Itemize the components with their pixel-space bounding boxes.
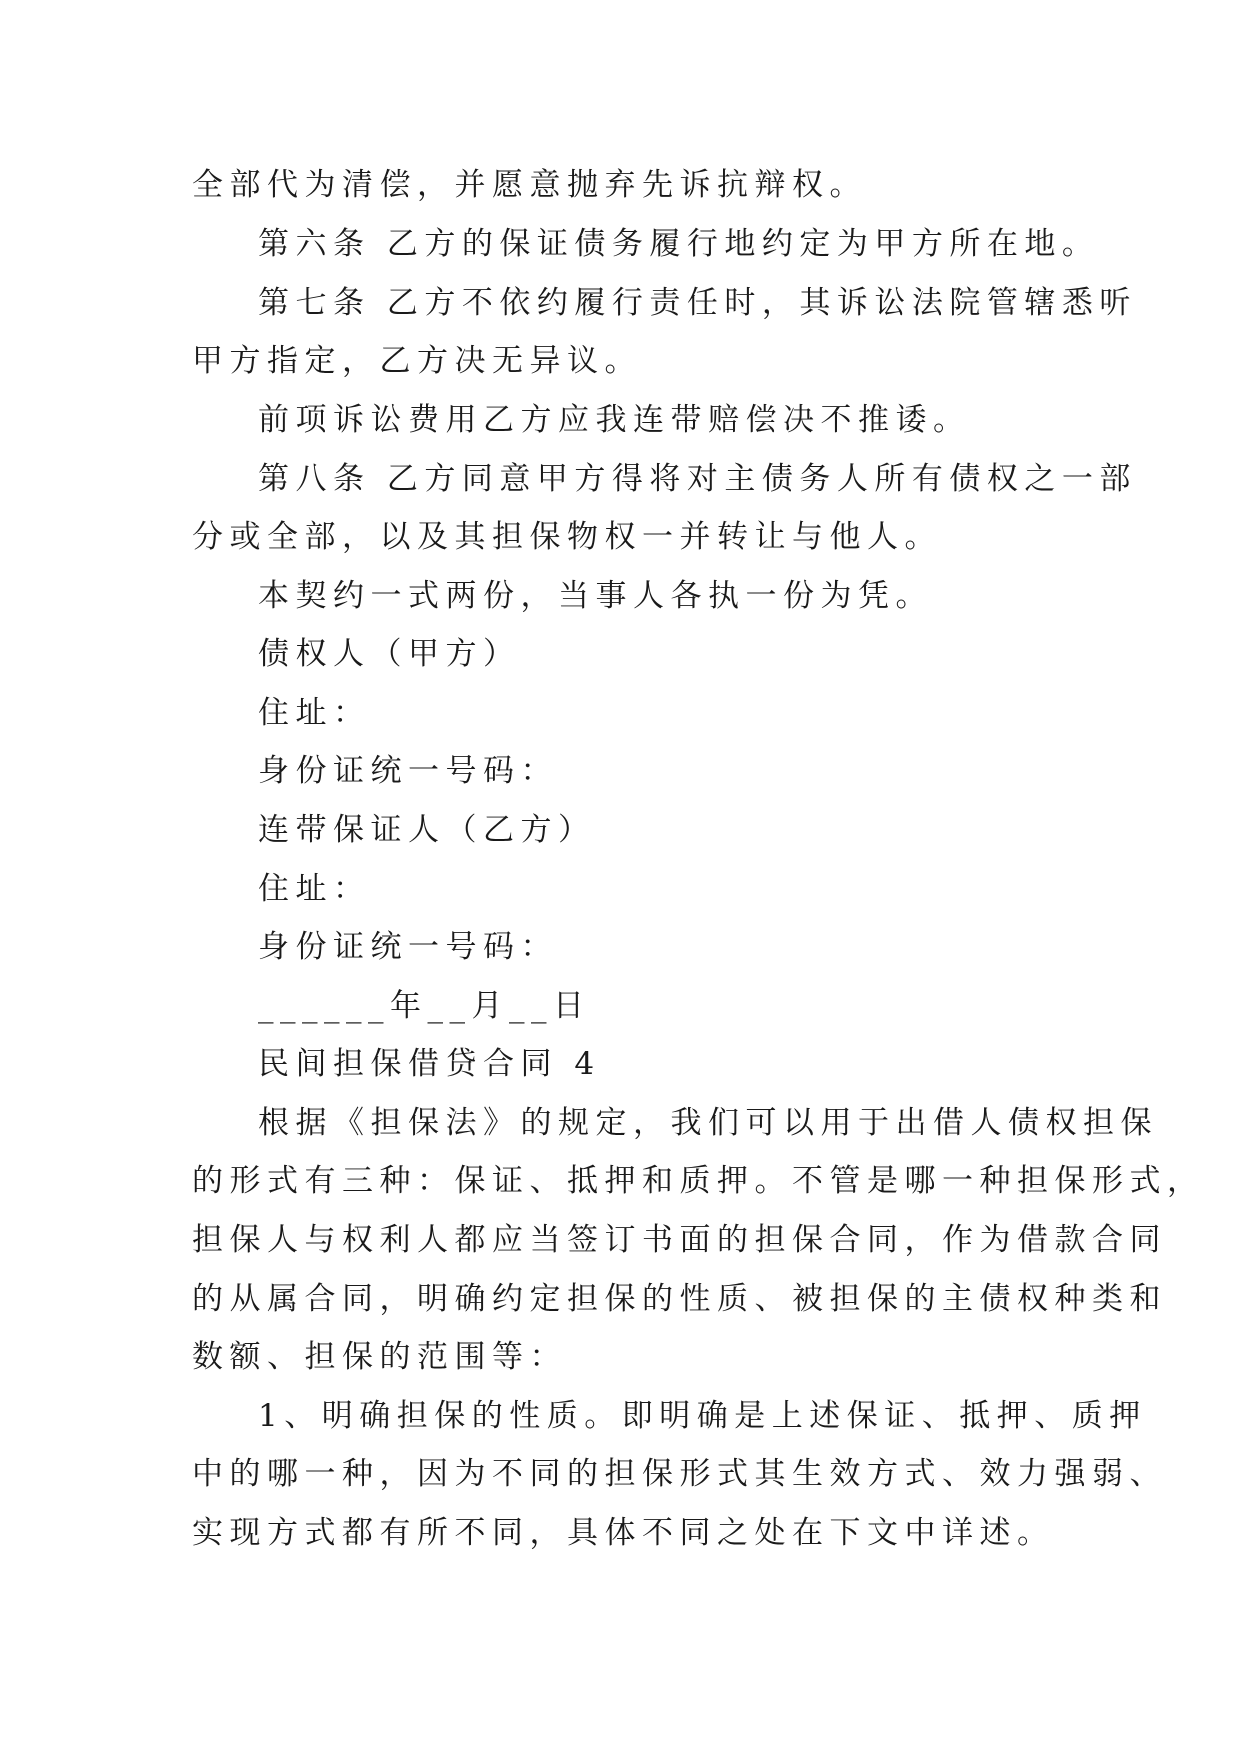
paragraph-line: 数额、担保的范围等： xyxy=(192,1339,567,1375)
article-6: 第六条 乙方的保证债务履行地约定为甲方所在地。 xyxy=(258,226,1100,262)
address-label: 住址： xyxy=(258,871,371,907)
paragraph-line: 担保人与权利人都应当签订书面的担保合同，作为借款合同 xyxy=(192,1222,1167,1258)
id-number-label: 身份证统一号码： xyxy=(258,929,558,965)
paragraph-line: 本契约一式两份，当事人各执一份为凭。 xyxy=(258,578,933,614)
article-8: 第八条 乙方同意甲方得将对主债务人所有债权之一部 xyxy=(258,461,1137,497)
paragraph-line: 的从属合同，明确约定担保的性质、被担保的主债权种类和 xyxy=(192,1281,1167,1317)
address-label: 住址： xyxy=(258,695,371,731)
paragraph-line: 的形式有三种：保证、抵押和质押。不管是哪一种担保形式， xyxy=(192,1163,1205,1199)
section-heading: 民间担保借贷合同 4 xyxy=(258,1046,601,1082)
id-number-label: 身份证统一号码： xyxy=(258,753,558,789)
paragraph-line: 分或全部，以及其担保物权一并转让与他人。 xyxy=(192,519,942,555)
paragraph-line: 实现方式都有所不同，具体不同之处在下文中详述。 xyxy=(192,1515,1055,1551)
paragraph-line: 中的哪一种，因为不同的担保形式其生效方式、效力强弱、 xyxy=(192,1456,1167,1492)
guarantor-label: 连带保证人（乙方） xyxy=(258,812,596,848)
paragraph-line: 甲方指定，乙方决无异议。 xyxy=(192,343,642,379)
list-item: 1、明确担保的性质。即明确是上述保证、抵押、质押 xyxy=(258,1398,1147,1434)
paragraph-line: 前项诉讼费用乙方应我连带赔偿决不推诿。 xyxy=(258,402,971,438)
creditor-label: 债权人（甲方） xyxy=(258,636,521,672)
paragraph-line: 根据《担保法》的规定，我们可以用于出借人债权担保 xyxy=(258,1105,1158,1141)
article-7: 第七条 乙方不依约履行责任时，其诉讼法院管辖悉听 xyxy=(258,285,1137,321)
paragraph-line: 全部代为清偿，并愿意抛弃先诉抗辩权。 xyxy=(192,167,867,203)
date-line: ______年__月__日 xyxy=(258,988,591,1024)
